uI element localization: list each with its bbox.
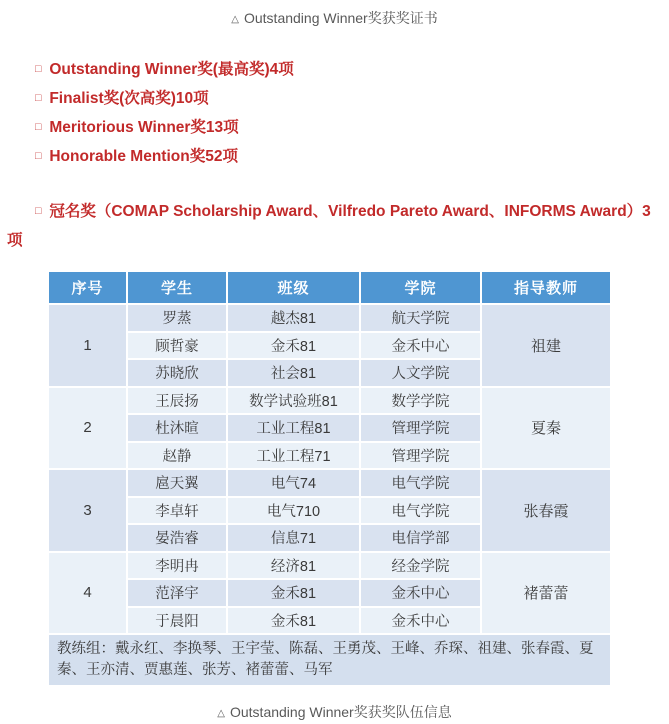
top-caption-text: Outstanding Winner奖获奖证书 — [243, 10, 438, 26]
award-item-text: Finalist奖(次高奖)10项 — [49, 90, 209, 107]
student-name-cell: 顾哲豪 — [127, 332, 227, 360]
square-bullet-icon: □ — [35, 63, 42, 75]
coach-list-cell: 教练组：戴永红、李换琴、王宇莹、陈磊、王勇茂、王峰、乔琛、祖建、张春霞、夏秦、王亦清、贾惠莲、张芳、褚蕾蕾、马军 — [48, 634, 611, 686]
class-cell: 社会81 — [227, 359, 360, 387]
class-cell: 金禾81 — [227, 332, 360, 360]
group-number-cell: 4 — [48, 552, 127, 635]
square-bullet-icon: □ — [35, 150, 42, 162]
class-cell: 金禾81 — [227, 579, 360, 607]
student-name-cell: 李卓轩 — [127, 497, 227, 525]
column-header: 班级 — [227, 271, 360, 304]
student-name-cell: 范泽宇 — [127, 579, 227, 607]
award-item-text: Meritorious Winner奖13项 — [49, 119, 239, 136]
class-cell: 数学试验班81 — [227, 387, 360, 415]
class-cell: 工业工程71 — [227, 442, 360, 470]
award-item — [0, 56, 669, 85]
column-header: 指导教师 — [481, 271, 611, 304]
college-cell: 经金学院 — [360, 552, 481, 580]
group-number-cell: 1 — [48, 304, 127, 387]
college-cell: 人文学院 — [360, 359, 481, 387]
triangle-marker-icon: △ — [217, 708, 225, 719]
table-row — [48, 469, 611, 497]
college-cell: 电气学院 — [360, 469, 481, 497]
coach-row — [48, 634, 611, 686]
table-row — [48, 304, 611, 332]
advisor-cell: 褚蕾蕾 — [481, 552, 611, 635]
class-cell: 信息71 — [227, 524, 360, 552]
student-name-cell: 杜沐暄 — [127, 414, 227, 442]
college-cell: 数学学院 — [360, 387, 481, 415]
college-cell: 管理学院 — [360, 442, 481, 470]
group-number-cell: 2 — [48, 387, 127, 470]
award-item — [0, 85, 669, 114]
column-header: 序号 — [48, 271, 127, 304]
college-cell: 管理学院 — [360, 414, 481, 442]
table-header-row — [48, 271, 611, 304]
top-caption — [0, 0, 669, 30]
group-number-cell: 3 — [48, 469, 127, 552]
bottom-caption-text: Outstanding Winner奖获奖队伍信息 — [229, 704, 452, 720]
student-name-cell: 李明冉 — [127, 552, 227, 580]
award-item-text: Honorable Mention奖52项 — [49, 148, 238, 165]
student-name-cell: 苏晓欣 — [127, 359, 227, 387]
column-header: 学院 — [360, 271, 481, 304]
college-cell: 金禾中心 — [360, 579, 481, 607]
student-name-cell: 扈天翼 — [127, 469, 227, 497]
award-item — [0, 114, 669, 143]
college-cell: 电信学部 — [360, 524, 481, 552]
student-name-cell: 罗蒸 — [127, 304, 227, 332]
student-name-cell: 晏浩睿 — [127, 524, 227, 552]
square-bullet-icon: □ — [35, 205, 42, 217]
class-cell: 越杰81 — [227, 304, 360, 332]
advisor-cell: 张春霞 — [481, 469, 611, 552]
square-bullet-icon: □ — [35, 121, 42, 133]
student-name-cell: 王辰扬 — [127, 387, 227, 415]
student-name-cell: 于晨阳 — [127, 607, 227, 635]
square-bullet-icon: □ — [35, 92, 42, 104]
award-item — [0, 143, 669, 172]
table-row — [48, 387, 611, 415]
award-item-text: Outstanding Winner奖(最高奖)4项 — [49, 61, 294, 78]
award-item — [0, 198, 669, 255]
class-cell: 金禾81 — [227, 607, 360, 635]
student-name-cell: 赵静 — [127, 442, 227, 470]
advisor-cell: 夏秦 — [481, 387, 611, 470]
triangle-marker-icon: △ — [231, 14, 239, 25]
class-cell: 电气74 — [227, 469, 360, 497]
table-row — [48, 552, 611, 580]
college-cell: 航天学院 — [360, 304, 481, 332]
class-cell: 经济81 — [227, 552, 360, 580]
award-list — [0, 56, 669, 255]
college-cell: 金禾中心 — [360, 332, 481, 360]
winners-table — [47, 270, 612, 687]
class-cell: 工业工程81 — [227, 414, 360, 442]
column-header: 学生 — [127, 271, 227, 304]
class-cell: 电气710 — [227, 497, 360, 525]
college-cell: 金禾中心 — [360, 607, 481, 635]
college-cell: 电气学院 — [360, 497, 481, 525]
advisor-cell: 祖建 — [481, 304, 611, 387]
award-item-text: 冠名奖（COMAP Scholarship Award、Vilfredo Pareto Award、INFORMS Award）3项 — [7, 203, 651, 249]
